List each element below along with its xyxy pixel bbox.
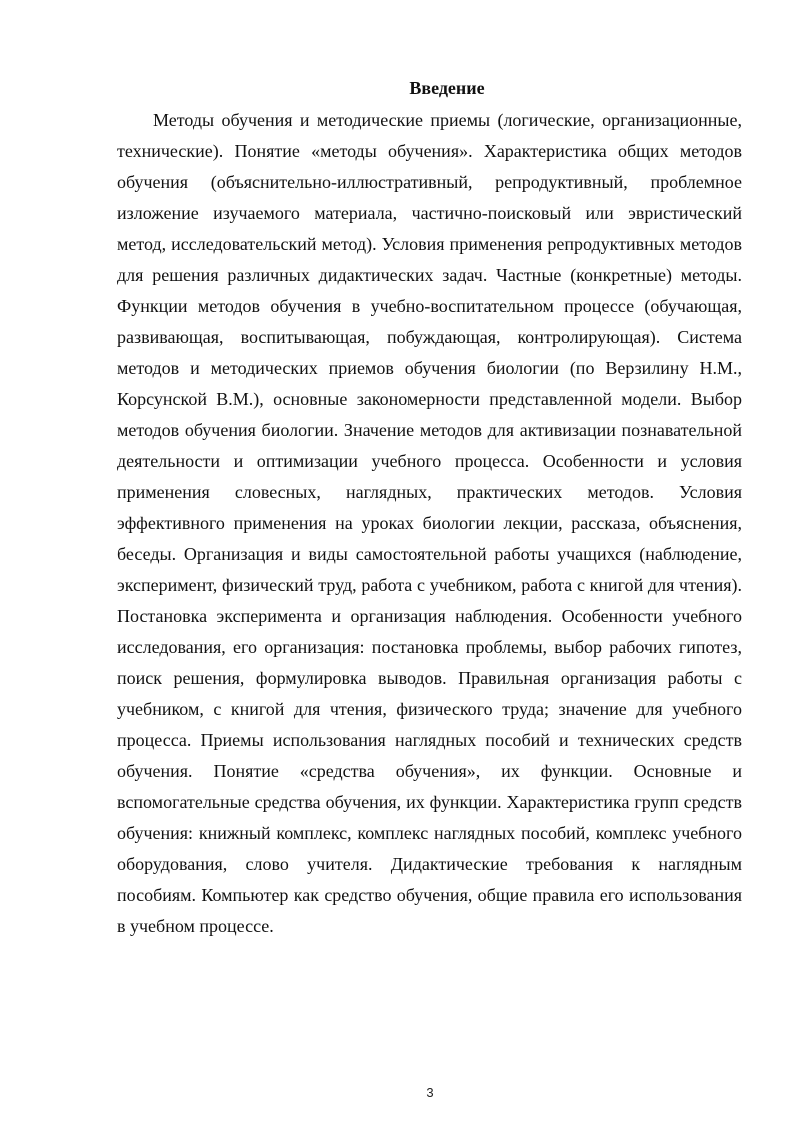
section-title: Введение [409, 78, 485, 98]
body-paragraph: Методы обучения и методические приемы (логические, организационные, технические). Понятие «методы обучения». Характеристика общих методов обучения (объяснительно-иллюстративный, репродуктивный, проблемное изложение изучаемого материала, частично-поисковый или эвристический метод, исследовательский метод). Условия применения репродуктивных методов для решения различных дидактических задач. Частные (конкретные) методы. Функции методов обучения в учебно-воспитательном процессе (обучающая, развивающая, воспитывающая, побуждающая, контролирующая). Система методов и методических приемов обучения биологии (по Верзилину Н.М., Корсунской В.М.), основные закономерности представленной модели. Выбор методов обучения биологии. Значение методов для активизации познавательной деятельности и оптимизации учебного процесса. Особенности и условия применения словесных, наглядных, практических методов. Условия эффективного применения на уроках биологии лекции, рассказа, объяснения, беседы. Организация и виды самостоятельной работы учащихся (наблюдение, эксперимент, физический труд, работа с учебником, работа с книгой для чтения). Постановка эксперимента и организация наблюдения. Особенности учебного исследования, его организация: постановка проблемы, выбор рабочих гипотез, поиск решения, формулировка выводов. Правильная организация работы с учебником, с книгой для чтения, физического труда; значение для учебного процесса. Приемы использования наглядных пособий и технических средств обучения. Понятие «средства обучения», их функции. Основные и вспомогательные средства обучения, их функции. Характеристика групп средств обучения: книжный комплекс, комплекс наглядных пособий, комплекс учебного оборудования, слово учителя. Дидактические требования к наглядным пособиям. Компьютер как средство обучения, общие правила его использования в учебном процессе. [117, 110, 742, 936]
page-number: 3 [426, 1085, 434, 1100]
page-content [117, 77, 742, 942]
